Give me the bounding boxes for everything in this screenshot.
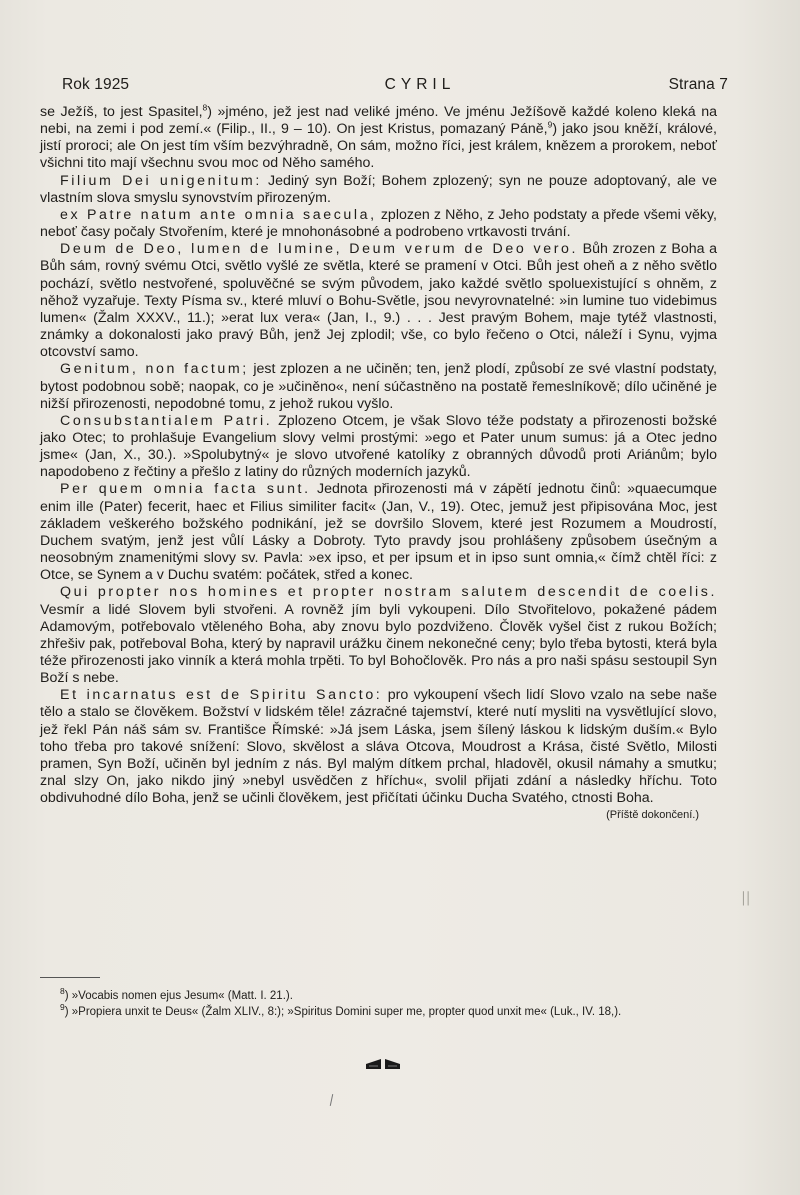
footnote-9 <box>40 1004 720 1020</box>
article-body <box>40 104 717 825</box>
paragraph-deum-de-deo <box>40 241 717 361</box>
paragraph-intro <box>40 104 717 173</box>
header-page-number: Strana 7 <box>668 76 728 93</box>
paragraph-genitum <box>40 361 717 412</box>
footnote-divider <box>40 977 100 978</box>
latin-lead: Consubstantialem Patri. <box>60 412 273 429</box>
paragraph-text: Bůh zrozen z Boha a Bůh sám, rovný svému Otci, světlo vyšlé ze světla, které se pramení v Otci. Bůh jest oheň a z něho světlo pochází, světlo nestvořené, spoluvěčné se svým původem, jako každé světlo spoluexistující s ohněm, z něhož vyzařuje. Texty Písma sv., které mluví o Bohu-Světle, jsou nevyrovnatelné: »in lumine tuo videbimus lumen« (Žalm XXXV., 11.); »erat lux vera« (Jan, I., 9.) . . . Jest pravým Bohem, maje tytéž vlastnosti, známky a dokonalosti jako pravý Bůh, jenž Jej zplodil; vše, co bylo řečeno o Otci, náleží i Synu, vyjma otcovství samo. <box>40 241 717 361</box>
latin-lead: Qui propter nos homines et propter nostram salutem descendit de coelis. <box>60 584 717 601</box>
latin-lead: Deum de Deo, lumen de lumine, Deum verum de Deo vero. <box>60 241 579 258</box>
latin-lead: ex Patre natum ante omnia saecula, <box>60 206 377 223</box>
paragraph-ex-patre <box>40 207 717 241</box>
footnote-mark: 8 <box>60 986 65 997</box>
latin-lead: Et incarnatus est de Spiritu Sancto: <box>60 687 383 704</box>
tailpiece-ornament-icon <box>366 1058 400 1070</box>
text-run: se Ježíš, to jest Spasitel, <box>40 104 203 120</box>
paragraph-per-quem <box>40 481 717 584</box>
latin-lead: Filium Dei unigenitum: <box>60 172 262 189</box>
latin-lead: Per quem omnia facta sunt. <box>60 481 311 498</box>
footnote-8 <box>40 988 720 1004</box>
margin-pencil-mark-icon: ׀׀ <box>740 892 750 906</box>
paragraph-qui-propter <box>40 584 717 687</box>
paragraph-text: Jednota přirozenosti má v zápětí jednotu činů: »quaecumque enim ille (Pater) fecerit, haec et Filius similiter facit« (Jan, V., 19). Otec, jemuž jest připisována Moc, jest základem veškerého božského podnikání, jež se dovršilo Slovem, které jest Rozumem a Moudrostí, Duchem svatým, jenž jest vůlí Lásky a Dobroty. Tyto pravdy jsou prohlášeny způsobem úsečným a neosobným znamenitými slovy sv. Pavla: »ex ipso, et per ipsum et in ipso sunt omnia,« čímž chtěl říci: z Otce, se Synem a v Duchu svatém: počátek, střed a konec. <box>40 481 718 584</box>
footnote-mark: 9 <box>60 1002 65 1013</box>
paragraph-text: Vesmír a lidé Slovem byli stvořeni. A rovněž jím byli vykoupeni. Dílo Stvořitelovo, pokažené pádem Adamovým, potřebovalo vtěleného Boha, aby znovu bylo pozdviženo. Člověk vyšel čist z rukou Božích; zhřešiv pak, potřeboval Boha, který by napravil urážku činem nekonečné ceny; bylo třeba bytosti, která byla téže přirozenosti jako vinník a která mohla trpěti. To byl Bohočlověk. Pro nás a pro naši spásu sestoupil Syn Boží s nebe. <box>40 601 717 687</box>
paragraph-consubstantialem <box>40 413 717 482</box>
latin-lead: Genitum, non factum; <box>60 361 249 378</box>
footnote-ref-9[interactable]: 9 <box>547 119 553 130</box>
paragraph-text: Zplozeno Otcem, je však Slovo téže podstaty a přirozenosti božské jako Otec; to prohlašuje Evangelium slovy velmi prostými: »ego et Pater unum sumus: já a Otec jedno jsme« (Jan, X., 30.). »Spolubytný« je slovo utvořené katolíky z obranných důvodů proti Ariánům; bylo napodobeno z řečtiny a přešlo z latiny do různých moderních jazyků. <box>40 412 717 481</box>
paragraph-et-incarnatus <box>40 687 717 822</box>
header-year: Rok 1925 <box>62 76 130 93</box>
footnotes <box>40 988 720 1020</box>
text-run: ) jako jsou kněží, králové, jistí proroci; ale On jest tím vším bezvýhradně, On sám, možno říci, jest králem, knězem a prorokem, neboť všichni tito mají všechnu svou moc od Něho samého. <box>40 121 718 172</box>
paragraph-filium <box>40 173 717 207</box>
footnote-text: ) »Propiera unxit te Deus« (Žalm XLIV., 8:); »Spiritus Domini super me, propter quod unxit me« (Luk., IV. 18,). <box>64 1006 622 1018</box>
stray-mark <box>330 1094 333 1106</box>
text-run: ) »jméno, jež jest nad veliké jméno. Ve jménu Ježíšově každé koleno kleká na nebi, na zemi i pod zemí.« (Filip., II., 9 – 10). On jest Kristus, pomazaný Páně, <box>40 104 717 138</box>
paragraph-text: zplozen z Něho, z Jeho podstaty a přede všemi věky, neboť časy počaly Stvořením, které je mnohonásobné a podrobeno vrtkavosti trvání. <box>40 206 717 241</box>
footnote-text: ) »Vocabis nomen ejus Jesum« (Matt. I. 21.). <box>64 990 293 1002</box>
paragraph-text: Jediný syn Boží; Bohem zplozený; syn ne pouze adoptovaný, ale ve vlastním slova smyslu synovstvím přirozeným. <box>40 172 717 206</box>
paragraph-text: jest zplozen a ne učiněn; ten, jenž plodí, způsobí ze své vlastní podstaty, bytost podobnou sobě; naopak, co je »učiněno«, není súčastněno na postatě řemeslníkově; dílo učiněné je nižší přirozenosti, nepodobné tomu, z jehož rukou vyšlo. <box>40 361 717 412</box>
page-header <box>62 76 738 96</box>
continued-note: (Příště dokončení.) <box>606 809 699 822</box>
header-journal-title: CYRIL <box>384 76 456 93</box>
footnote-ref-8[interactable]: 8 <box>202 102 208 113</box>
paragraph-text: pro vykoupení všech lidí Slovo vzalo na sebe naše tělo a stalo se člověkem. Božství v lidském těle! zázračné tajemství, které nutí mysliti na vysvětlující slovo, jež řekl Pán náš sám sv. Františce Římské: »Já jsem Láska, jsem šílený láskou k lidským duším.« Bylo toho třeba pro takové snížení: Slovo, skvělost a sláva Otcova, Moudrost a Krása, čisté Světlo, Milosti pramen, Syn Boží, učiněn byl jedním z nás. Byl malým dítkem prchal, hladověl, okusil námahy a smutku; znal slzy On, jako nikdo jiný »nebyl usvědčen z hříchu«, svolil přijati zdání a následky hříchu. Toto obdivuhodné dílo Boha, jenž se učinli člověkem, jest přičítati účinku Ducha Svatého, ctnosti Boha. <box>40 687 717 807</box>
